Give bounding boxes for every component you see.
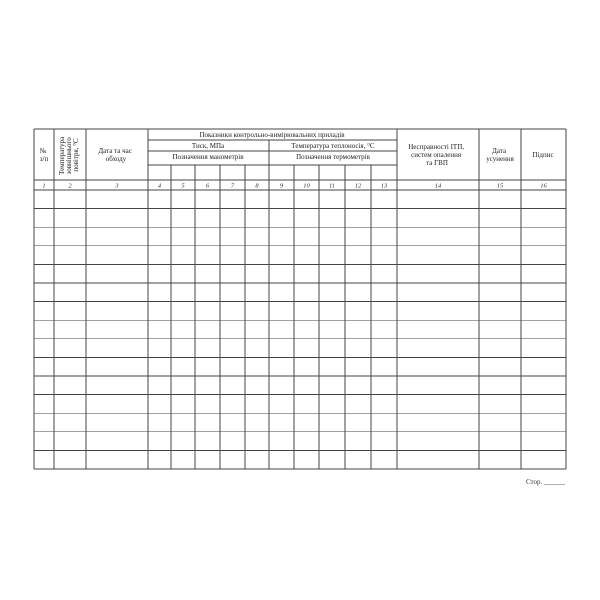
col-header-date-time: Дата та час обходу <box>98 147 132 163</box>
column-number: 12 <box>354 182 362 190</box>
column-number: 9 <box>279 182 284 190</box>
column-number: 4 <box>157 182 162 190</box>
column-number: 5 <box>181 182 185 190</box>
col-header-faults: Несправності ІТП, систем опалення та ГВП <box>408 143 465 167</box>
column-number: 14 <box>434 182 442 190</box>
column-number: 7 <box>230 182 235 190</box>
column-number: 15 <box>496 182 504 190</box>
col-header-row-number: № з/п <box>39 147 49 163</box>
page-number-label: Стор. ______ <box>525 478 565 486</box>
column-number: 6 <box>205 182 210 190</box>
col-header-signature: Підпис <box>532 151 554 159</box>
table-grid <box>34 129 566 469</box>
subheader-coolant-temp: Температура теплоносія, °С <box>291 142 375 150</box>
subheader-manometers: Позначення манометрів <box>172 153 244 161</box>
column-number: 8 <box>255 182 259 190</box>
col-header-outdoor-temp: Температура зовнішнього повітря, °С <box>58 136 80 175</box>
column-number: 2 <box>68 182 72 190</box>
column-number: 13 <box>380 182 388 190</box>
column-number: 3 <box>115 182 119 190</box>
group-header-instruments: Показники контрольно-вимірювальних приладів <box>199 131 345 139</box>
subheader-pressure: Тиск, МПа <box>191 142 225 150</box>
column-number: 10 <box>303 182 310 190</box>
col-header-fix-date: Дата усунення <box>486 147 514 163</box>
column-numbers-row <box>42 183 547 190</box>
column-number: 11 <box>328 182 336 190</box>
subheader-thermometers: Позначення термометрів <box>296 153 370 161</box>
column-number: 16 <box>540 182 547 190</box>
column-number: 1 <box>42 182 46 190</box>
